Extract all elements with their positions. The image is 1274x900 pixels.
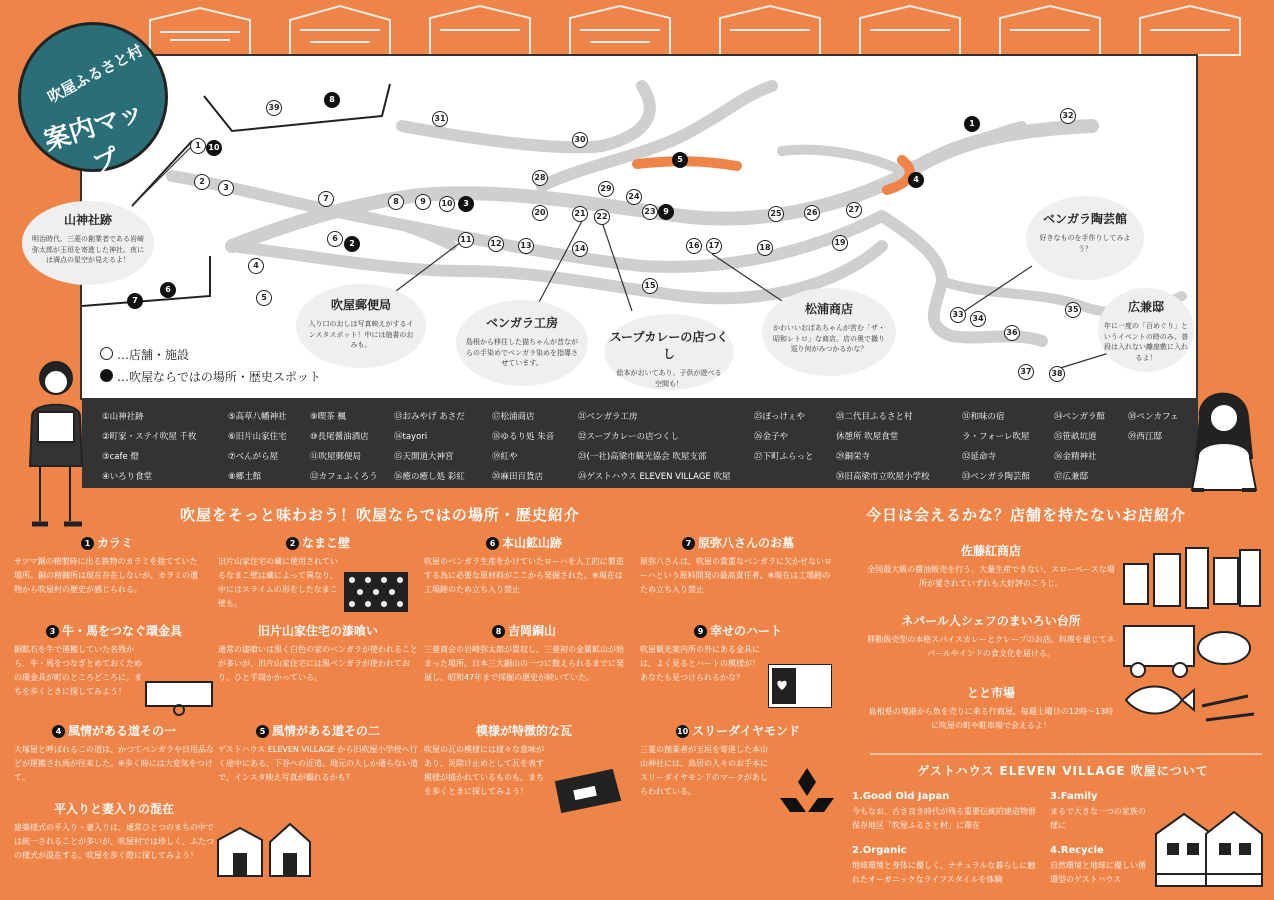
- shop-list-bar: [82, 400, 1198, 488]
- map-marker[interactable]: 3: [458, 196, 474, 212]
- number-badge: 10: [677, 727, 689, 736]
- shop-toto: [866, 684, 1116, 733]
- shop-title: ネパール人シェフのまいろい台所: [901, 614, 1081, 628]
- map-marker[interactable]: 24: [626, 189, 642, 205]
- bubble-title: 松浦商店: [804, 302, 853, 316]
- bubble-desc: 絵本がおいてあり、子供が遊べる空間も！: [616, 369, 722, 388]
- section-title: 旧片山家住宅の漆喰い: [257, 624, 378, 638]
- map-marker[interactable]: 3: [218, 180, 234, 196]
- map-marker[interactable]: 38: [1049, 366, 1065, 382]
- legend-spots-row: [100, 366, 321, 388]
- list-item[interactable]: ㉗下町ふらっと: [754, 452, 814, 462]
- list-item[interactable]: ㉛和味の宿: [962, 412, 1005, 422]
- list-item[interactable]: ㉞ベンガラ館: [1054, 412, 1106, 422]
- map-marker[interactable]: 1: [190, 138, 206, 154]
- bubble-desc: 好きなものを手作りしてみよう？: [1039, 234, 1131, 253]
- map-marker[interactable]: 20: [532, 205, 548, 221]
- list-item[interactable]: ⑭tayori: [394, 432, 428, 442]
- bubble-desc: かわいいおばあちゃんが営む「ザ・昭和レトロ」な商店。店の奥で撮り巡り何がみつかるかな？: [773, 324, 885, 353]
- section-title: 模様が特徴的な瓦: [475, 724, 572, 738]
- legend-spots: …吹屋ならではの場所・歴史スポット: [117, 370, 321, 384]
- list-item[interactable]: ラ・フォーレ吹屋: [962, 432, 1030, 442]
- list-item[interactable]: ②町家・ステイ吹屋 千枚: [102, 432, 197, 442]
- map-marker[interactable]: 36: [1004, 325, 1020, 341]
- map-marker[interactable]: 7: [318, 191, 334, 207]
- map-marker[interactable]: 28: [532, 170, 548, 186]
- map-marker[interactable]: 5: [672, 152, 688, 168]
- bubble-title: ベンガラ陶芸館: [1042, 212, 1127, 226]
- guesthouse-item-title: 4.Recycle: [1050, 845, 1104, 856]
- shop-body: 全国最大級の醤油販売を行う。大量生産できない、スローペースな場所が愛されていずれも大好評のこうじ。: [867, 565, 1115, 588]
- section-body: 銅鉱石を牛で運搬していた名残から、牛・馬をつなぎとめておくための環金具が町のところどころに。まちを歩くときに探してみよう！: [14, 645, 142, 696]
- shop-title: 佐藤紅商店: [960, 544, 1021, 558]
- section-body: 三菱の創業者が玉垣を寄進した本山山神社には、鳥居の人々のお手本にスリーダイヤモンドのマークがあしらわれている。: [640, 745, 768, 796]
- number-badge: 7: [682, 537, 695, 550]
- list-item[interactable]: ⑫カフェふくろう: [310, 472, 378, 482]
- section-body: ゲストハウス ELEVEN VILLAGE から旧吹屋小学校へ行く途中にある、下谷への近道。地元の人しか通らない道で、インスタ映え写真が撮れるかも？: [218, 745, 418, 782]
- shop-title: とと市場: [966, 686, 1015, 700]
- bubble-desc: 明治時代、三菱の創業者である岩崎弥太郎が玉垣を寄進した神社。夜には満点の星空が見えるよ！: [32, 235, 144, 264]
- history-item-kanagu: [14, 622, 214, 699]
- map-marker[interactable]: 4: [908, 172, 924, 188]
- number-badge: 3: [46, 625, 59, 638]
- list-item[interactable]: ⑦べんがら屋: [228, 452, 279, 462]
- number-badge: 5: [256, 725, 269, 738]
- map-marker[interactable]: 9: [658, 204, 674, 220]
- history-item-kawara: [424, 722, 624, 799]
- map-marker[interactable]: 34: [970, 311, 986, 327]
- map-marker[interactable]: 8: [388, 194, 404, 210]
- list-item[interactable]: ㉝ベンガラ陶芸館: [962, 472, 1031, 482]
- background-house-pattern: [0, 0, 1274, 60]
- list-item[interactable]: ㉚旧高梁市立吹屋小学校: [836, 472, 930, 482]
- map-marker[interactable]: 27: [846, 202, 862, 218]
- bubble-title: スープカレーの店つくし: [609, 330, 729, 361]
- map-marker[interactable]: 4: [248, 258, 264, 274]
- number-badge: 8: [492, 625, 505, 638]
- list-item[interactable]: ㉑ベンガラ工房: [578, 412, 638, 422]
- bubble-desc: 入り口のおしは写真映えがするインスタスポット！中には抽書のおみも。: [308, 320, 414, 349]
- number-badge: 4: [52, 725, 65, 738]
- girl-reading-illustration: [12, 356, 100, 536]
- section-body: 吹屋のベンガラ生産をかけていたローハを人工的に製造する為に必要な原材料がここから発掘された。※現在は工場跡のため立ち入り禁止: [424, 557, 624, 594]
- filled-circle-icon: [100, 369, 113, 382]
- map-marker[interactable]: 31: [432, 111, 448, 127]
- guesthouse-item-title: 3.Family: [1050, 791, 1098, 802]
- map-marker[interactable]: 12: [488, 236, 504, 252]
- map-marker[interactable]: 37: [1018, 364, 1034, 380]
- list-item[interactable]: ㉟笹畝坑道: [1054, 432, 1097, 442]
- section-body: サツマ銅の精製時に出る鉄物のカラミを捨てていた場所。銅の精錬所は現在存在しないが、カラミの遺物から吹屋村の歴史が感じられる。: [14, 557, 198, 594]
- list-item[interactable]: ㉜延命寺: [962, 452, 997, 462]
- section-title: 6 本山鉱山跡: [424, 534, 624, 551]
- bubble-togei[interactable]: [1026, 196, 1144, 280]
- map-marker[interactable]: 8: [324, 92, 340, 108]
- guesthouse-item: [1050, 788, 1150, 832]
- map-marker[interactable]: 33: [950, 307, 966, 323]
- bubble-bengara[interactable]: [456, 300, 588, 386]
- map-marker[interactable]: 23: [642, 204, 658, 220]
- guesthouse-item-title: 1.Good Old Japan: [852, 791, 950, 802]
- list-item[interactable]: ③cafe 燈: [102, 452, 139, 462]
- history-item-heart: [640, 622, 836, 685]
- ring-fitting-icon: [144, 674, 214, 718]
- section-body: 吹屋の瓦の模様には様々な意味があり、災除け止めとして瓦を表す模様が描かれているものも。まちを歩くときに探してみよう！: [424, 745, 544, 796]
- map-marker[interactable]: 19: [832, 235, 848, 251]
- section-title: 3 牛・馬をつなぐ環金具: [14, 622, 214, 639]
- bubble-title: 広兼邸: [1127, 300, 1164, 314]
- list-item[interactable]: ㉒スープカレーの店つくし: [578, 432, 680, 442]
- legend-shops: …店舗・施設: [117, 348, 190, 362]
- house-styles-icon: [214, 814, 314, 880]
- section-title: 9 幸せのハート: [640, 622, 836, 639]
- map-marker[interactable]: 10: [206, 140, 222, 156]
- bubble-title: 山神社跡: [63, 213, 112, 227]
- map-legend: [100, 344, 321, 388]
- shop-body: 島根県の境港から魚を売りに来る行商屋。毎週土曜日の12時～13時に吹屋の町や駐車場で会えるよ！: [868, 707, 1114, 730]
- legend-shops-row: [100, 344, 321, 366]
- guesthouse-item: [1050, 842, 1150, 886]
- list-item[interactable]: ④いろり食堂: [102, 472, 153, 482]
- guesthouse-item-title: 2.Organic: [852, 845, 907, 856]
- three-diamonds-icon: [776, 766, 838, 822]
- map-title-badge: [18, 22, 168, 181]
- list-item[interactable]: ⑲紅や: [492, 452, 518, 462]
- divider: [870, 752, 1262, 756]
- map-marker[interactable]: 21: [572, 206, 588, 222]
- girl-sitting-illustration: [1176, 378, 1268, 496]
- guesthouse-building-icon: [1154, 804, 1266, 888]
- list-item[interactable]: ⑱ゆるり処 朱音: [492, 432, 555, 442]
- guesthouse-title: ゲストハウス ELEVEN VILLAGE 吹屋について: [917, 764, 1209, 778]
- bubble-hirokane[interactable]: [1098, 288, 1194, 372]
- history-item-shikkui: [218, 622, 418, 685]
- section-body: 旧片山家住宅の蔵に使用されているなまこ壁は蔵によって異なり、中にはスライムの形をしたなまこ壁も。: [218, 557, 338, 608]
- list-item[interactable]: ⑤高草八幡神社: [228, 412, 287, 422]
- guesthouse-item-body: まるで大きな一つの家族の様に: [1050, 807, 1146, 830]
- list-item[interactable]: ㉓(一社)高梁市観光協会 吹屋支部: [578, 452, 707, 462]
- section-title: 7 原弥八さんのお墓: [640, 534, 836, 551]
- list-item[interactable]: ⑧郷土館: [228, 472, 262, 482]
- guesthouse-item: [852, 788, 1042, 832]
- open-circle-icon: [100, 347, 113, 360]
- map-marker[interactable]: 39: [266, 100, 282, 116]
- section-body: 大塚屋と呼ばれるこの道は、かつてベンガラや日用品などが運搬され馬が往来した。※歩く時には大変気をつけて。: [14, 745, 214, 782]
- history-section-heading: 吹屋をそっと味わおう！吹屋ならではの場所・歴史紹介: [180, 506, 580, 524]
- section-title: 5 風情がある道その二: [218, 722, 418, 739]
- list-item[interactable]: ⑥旧片山家住宅: [228, 432, 287, 442]
- shop-illustrations: [1120, 540, 1266, 740]
- list-item[interactable]: ①山神社跡: [102, 412, 144, 422]
- list-item[interactable]: ㉘二代目ふるさと村: [836, 412, 913, 422]
- map-marker[interactable]: 6: [327, 231, 343, 247]
- shop-sato: [866, 542, 1116, 591]
- map-marker[interactable]: 35: [1065, 302, 1081, 318]
- list-item[interactable]: ㉔ゲストハウス ELEVEN VILLAGE 吹屋: [578, 472, 731, 482]
- section-title: 2 なまこ壁: [218, 534, 418, 551]
- map-marker[interactable]: 5: [256, 290, 272, 306]
- list-item[interactable]: ⑳麻田百貨店: [492, 472, 544, 482]
- history-item-yoshioka: [424, 622, 624, 685]
- section-body: 建築様式の平入り・妻入りは、通常ひとつのまちの中では統一されることが多いが、吹屋村では珍しく、ふたつの様式が混在する。吹屋を歩く際に探してみよう！: [14, 823, 214, 860]
- list-item[interactable]: 休憩所 吹屋食堂: [836, 432, 899, 442]
- section-body: 三菱商会の岩崎弥太郎が買収し、三菱初の金属鉱山が始まった場所。日本三大銅山の一つに数えられるまでに発展し、昭和47年まで採掘の歴史が続いていた。: [424, 645, 624, 682]
- number-badge: 9: [694, 625, 707, 638]
- map-marker[interactable]: 16: [686, 238, 702, 254]
- history-item-namako: [218, 534, 418, 611]
- map-marker[interactable]: 10: [439, 196, 455, 212]
- bubble-yamagami[interactable]: [22, 201, 154, 285]
- history-item-karami: [14, 534, 200, 597]
- map-marker[interactable]: 6: [160, 282, 176, 298]
- number-badge: 6: [486, 537, 499, 550]
- map-marker[interactable]: 15: [642, 278, 658, 294]
- roof-tile-icon: [552, 766, 624, 816]
- map-marker[interactable]: 25: [768, 206, 784, 222]
- history-item-road-2: [218, 722, 418, 785]
- section-body: 通常の漆喰いは黒く白色の家のベンガラが使われることが多いが、旧片山家住宅には黒ベンガラが使われており、ひと手間かかっている。: [218, 645, 418, 682]
- bubble-desc: 島根から移住した猫ちゃんが昔ながらの手染めでベンガラ染めを指導させています。: [466, 338, 578, 367]
- history-item-road-1: [14, 722, 214, 785]
- map-marker[interactable]: 26: [804, 205, 820, 221]
- list-item[interactable]: ⑪吹屋郵便局: [310, 452, 362, 462]
- list-item[interactable]: ㊱金精神社: [1054, 452, 1097, 462]
- map-marker[interactable]: 14: [572, 241, 588, 257]
- guesthouse-item-body: 今もなお、古き良き時代が残る重要伝統的建造物群保存地区「吹屋ふるさと村」に滞在: [852, 807, 1036, 830]
- bubble-desc: 年に一度の「百めぐり」というイベントの時のみ、普段は入れない離座敷に入れるよ！: [1103, 322, 1189, 362]
- list-item[interactable]: ⑮天開道大神宮: [394, 452, 454, 462]
- history-item-motoyama: [424, 534, 624, 597]
- badge-line1: 吹屋ふるさと村: [44, 41, 146, 107]
- guesthouse-item: [852, 842, 1042, 886]
- section-body: 吹屋観光案内所の外にある金具には、よく見るとハートの模様が！あなたも見つけられるかな？: [640, 645, 760, 682]
- number-badge: 1: [81, 537, 94, 550]
- history-item-hirairi: [14, 800, 214, 863]
- map-marker[interactable]: 29: [598, 181, 614, 197]
- list-item[interactable]: ㉖金子や: [754, 432, 789, 442]
- map-marker[interactable]: 13: [518, 238, 534, 254]
- guesthouse-item-body: 自然環境と地球に優しい循環型のゲストハウス: [1050, 861, 1146, 884]
- map-marker[interactable]: 11: [458, 232, 474, 248]
- heart-fitting-icon: [768, 664, 832, 708]
- namako-wall-pattern-icon: [344, 572, 408, 612]
- map-marker[interactable]: 30: [572, 132, 588, 148]
- list-item[interactable]: ㊲広兼邸: [1054, 472, 1089, 482]
- history-item-three-diamonds: [640, 722, 836, 799]
- map-marker[interactable]: 18: [757, 240, 773, 256]
- section-body: 原弥八さんは、吹屋の貴重なベンガラに欠かせないローハという原料開発の最高責任者。※現在は工場跡のため立ち入り禁止: [640, 557, 832, 594]
- list-item[interactable]: ⑯癒の癒し処 彩紅: [394, 472, 465, 482]
- section-title: 1 カラミ: [14, 534, 200, 551]
- shop-body: 移動販売型の本格スパイスカレーとクレープのお店。料理を通じてネパールやインドの食文化を届ける。: [867, 635, 1115, 658]
- map-marker[interactable]: 2: [194, 174, 210, 190]
- shop-nepal: [866, 612, 1116, 661]
- list-item[interactable]: ⑩長尾醤油酒店: [310, 432, 369, 442]
- history-item-grave: [640, 534, 836, 597]
- map-marker[interactable]: 2: [344, 236, 360, 252]
- bubble-title: 吹屋郵便局: [330, 298, 391, 312]
- list-item[interactable]: ㊴西江邸: [1128, 432, 1163, 442]
- bubble-matsuura[interactable]: [762, 288, 896, 376]
- list-item[interactable]: ⑨喫茶 楓: [310, 412, 346, 422]
- bubble-title: ベンガラ工房: [485, 316, 558, 330]
- list-item[interactable]: ㉕ぽっけぇや: [754, 412, 806, 422]
- shops-section-heading: 今日は会えるかな？店舗を持たないお店紹介: [866, 506, 1187, 524]
- section-title: 10 スリーダイヤモンド: [677, 724, 800, 738]
- badge-line2: 案内マップ: [40, 96, 148, 181]
- list-item[interactable]: ⑰松浦商店: [492, 412, 535, 422]
- list-item[interactable]: ㉙銅栄寺: [836, 452, 871, 462]
- section-title: 平入りと妻入りの混在: [53, 802, 174, 816]
- map-marker[interactable]: 32: [1060, 108, 1076, 124]
- guesthouse-item-body: 地球環境と身体に優しく、ナチュラルな暮らしに触れたオーガニックなライフスタイルを体験: [852, 861, 1036, 884]
- list-item[interactable]: ㊳ペンカフェ: [1128, 412, 1179, 422]
- list-item[interactable]: ⑬おみやげ あさだ: [394, 412, 465, 422]
- section-title: 4 風情がある道その一: [14, 722, 214, 739]
- number-badge: 2: [286, 537, 299, 550]
- map-marker[interactable]: 22: [594, 209, 610, 225]
- bubble-soup[interactable]: [604, 314, 734, 390]
- map-marker[interactable]: 17: [706, 238, 722, 254]
- map-marker[interactable]: 7: [127, 293, 143, 309]
- map-marker[interactable]: 1: [964, 116, 980, 132]
- map-marker[interactable]: 9: [415, 194, 431, 210]
- section-title: 8 吉岡銅山: [424, 622, 624, 639]
